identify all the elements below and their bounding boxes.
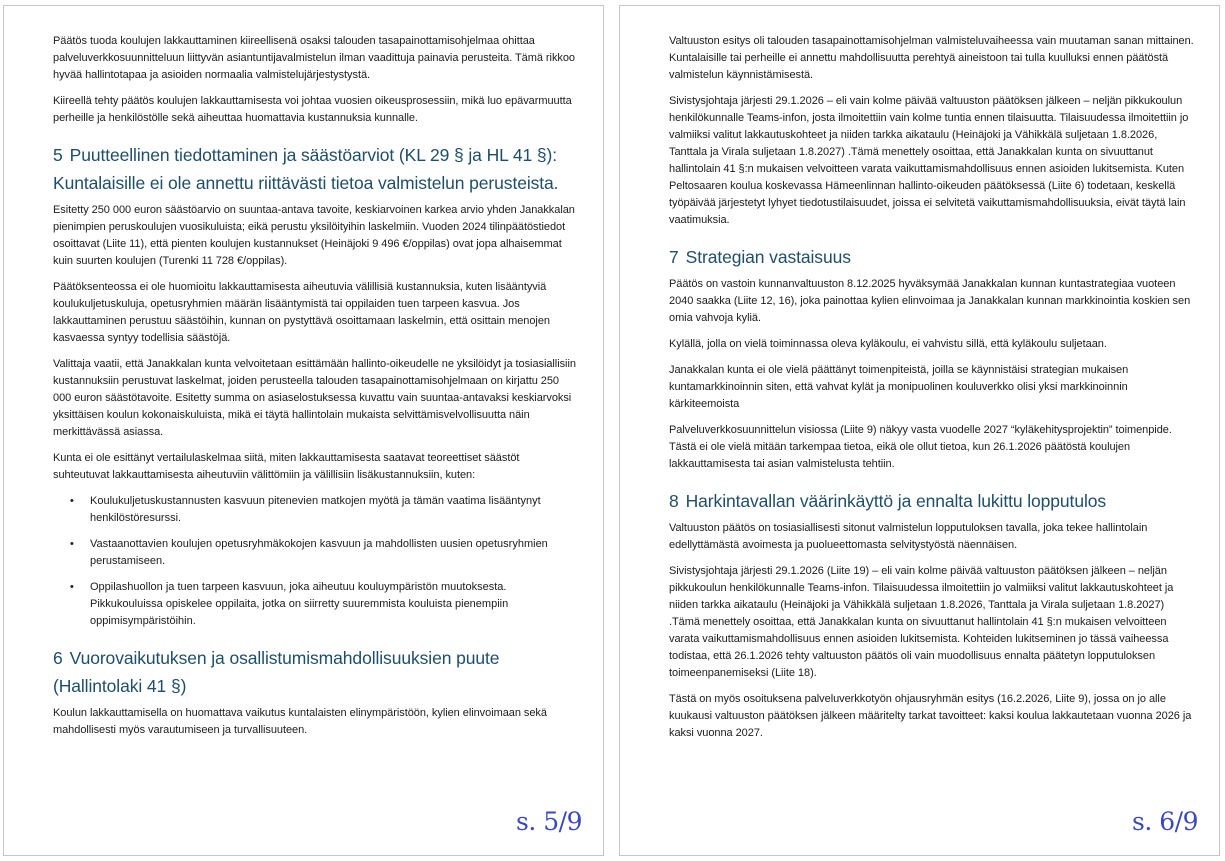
paragraph: Kunta ei ole esittänyt vertailulaskelmaa siitä, miten lakkauttamisesta saatavat teoreettiset säästöt suhteutuvat lakkauttamisesta aiheutuviin välittömiin ja välillisiin lisäkustannuksiin, kuten: xyxy=(53,452,520,481)
section-heading-5 xyxy=(53,141,578,197)
list-item xyxy=(53,536,578,570)
list-item-text: Vastaanottavien koulujen opetusryhmäkokojen kasvuun ja mahdollisten uusien opetusryhmien perustamiseen. xyxy=(90,538,548,567)
page-body xyxy=(53,33,578,748)
paragraph: Palveluverkkosuunnittelun visiossa (Liite 9) näkyy vasta vuodelle 2027 “kyläkehitysprojektin” toimenpide. Tästä ei ole vielä mitään tarkempaa tietoa, eikä ole ollut tietoa, kun 26.1.2026 päätöstä koulujen lakkauttamisesta tai asian valmistelusta tehtiin. xyxy=(669,424,1172,470)
section-title: Vuorovaikutuksen ja osallistumismahdollisuuksien puute (Hallintolaki 41 §) xyxy=(53,648,500,696)
paragraph: Valtuuston esitys oli talouden tasapainottamisohjelman valmisteluvaiheessa vain muutaman sanan mittainen. Kuntalaisille tai perheille ei annettu mahdollisuutta perehtyä aineistoon tai tulla kuulluksi ennen päätöstä valmistelun käynnistämisestä. xyxy=(669,35,1194,81)
list-item-text: Oppilashuollon ja tuen tarpeen kasvuun, joka aiheutuu kouluympäristön muutoksesta. Pikkukouluissa opiskelee oppilaita, jotka on siirretty suuremmista kouluista pienempiin oppimisympäristöihin. xyxy=(90,581,509,627)
paragraph: Valtuuston päätös on tosiasiallisesti sitonut valmistelun lopputuloksen tavalla, joka tekee hallintolain edellyttämästä avoimesta ja puolueettomasta selvitystyöstä näennäisen. xyxy=(669,522,1148,551)
paragraph: Esitetty 250 000 euron säästöarvio on suuntaa-antava tavoite, keskiarvoinen karkea arvio yhden Janakkalan pienimpien peruskoulujen vuosikuluista; eikä perustu yksilöityihin laskelmiin. Vuoden 2024 tilinpäätöstiedot osoittavat (Liite 11), että pienten koulujen kustannukset (Heinäjoki 9 496 €/oppilas) ovat jopa alhaisemmat kuin suurten koulujen (Turenki 11 728 €/oppilas). xyxy=(53,204,575,267)
list-item-text: Koulukuljetuskustannusten kasvuun pitenevien matkojen myötä ja tämän vaatima lisääntynyt henkilöstöresurssi. xyxy=(90,495,541,524)
paragraph: Kiireellä tehty päätös koulujen lakkauttamisesta voi johtaa vuosien oikeusprosessiin, mikä luo epävarmuutta perheille ja henkilöstölle sekä aiheuttaa huomattavia kustannuksia kunnalle. xyxy=(53,95,572,124)
section-number: 7 xyxy=(669,247,679,267)
paragraph: Sivistysjohtaja järjesti 29.1.2026 (Liite 19) – eli vain kolme päivää valtuuston päätöksen jälkeen – neljän pikkukoulun henkilökunnalle Teams-infon. Tilaisuudessa ilmoitettiin jo valmiiksi valitut lakkautuskohteet ja niiden tarkka aikataulu (Heinäjoki ja Vähikkälä suljetaan 1.8.2026, Tanttala ja Virala suljetaan 1.8.2027) .Tämä menettely osoittaa, että Janakkalan kunta on sivuuttanut hallintolain 41 §:n mukaisen velvoitteen varata vaikuttamismahdollisuus ennen asioiden lukitsemista. Kohteiden lukitseminen jo tässä vaiheessa todistaa, että 26.1.2026 tehty valtuuston päätös oli vain muodollisuus ennalta päätetyn lopputuloksen toimeenpanemiseksi (Liite 18). xyxy=(669,565,1174,679)
list-item xyxy=(53,579,578,630)
paragraph: Päätös on vastoin kunnanvaltuuston 8.12.2025 hyväksymää Janakkalan kunnan kuntastrategiaa vuoteen 2040 saakka (Liite 12, 16), joka painottaa kylien elinvoimaa ja Janakkalan kunnan markkinointia koskien sen omia vahvoja kyliä. xyxy=(669,278,1191,324)
page-number: s. 6/9 xyxy=(1132,807,1198,836)
section-heading-6 xyxy=(53,644,578,700)
section-title: Harkintavallan väärinkäyttö ja ennalta lukittu lopputulos xyxy=(685,491,1107,511)
section-number: 6 xyxy=(53,648,63,668)
page-body xyxy=(669,33,1194,751)
paragraph: Päätös tuoda koulujen lakkauttaminen kiireellisenä osaksi talouden tasapainottamisohjelmaa ohittaa palveluverkkosuunnitteluun liittyvän asiantuntijavalmistelun ilman vaadittuja painavia perusteita. Tämä rikkoo hyvää hallintotapaa ja asioiden normaalia valmistelujärjestystystä. xyxy=(53,35,575,81)
paragraph: Tästä on myös osoituksena palveluverkkotyön ohjausryhmän esitys (16.2.2026, Liite 9), jossa on jo alle kuukausi valtuuston päätöksen jälkeen määritelty tarkat tavoitteet: kaksi koulua lakkautetaan vuonna 2026 ja kaksi vuonna 2027. xyxy=(669,693,1192,739)
paragraph: Kylällä, jolla on vielä toiminnassa oleva kyläkoulu, ei vahvistu sillä, että kyläkoulu suljetaan. xyxy=(669,338,1107,350)
section-title: Puutteellinen tiedottaminen ja säästöarviot (KL 29 § ja HL 41 §): Kuntalaisille ei ole annettu riittävästi tietoa valmistelun perusteista. xyxy=(53,145,559,193)
page-number: s. 5/9 xyxy=(516,807,582,836)
list-item xyxy=(53,493,578,527)
section-number: 5 xyxy=(53,145,63,165)
paragraph: Janakkalan kunta ei ole vielä päättänyt toimenpiteistä, joilla se käynnistäisi strategian mukaisen kuntamarkkinoinnin siten, että vahvat kylät ja monipuolinen kouluverkko olisi yksi markkinoinnin kärkiteemoista xyxy=(669,364,1129,410)
paragraph: Sivistysjohtaja järjesti 29.1.2026 – eli vain kolme päivää valtuuston päätöksen jälkeen – neljän pikkukoulun henkilökunnalle Teams-infon, josta ilmoitettiin vain kolme tuntia ennen tilaisuutta. Tilaisuudessa ilmoitettiin jo valmiiksi valitut lakkautuskohteet ja niiden tarkka aikataulu (Heinäjoki ja Vähikkälä suljetaan 1.8.2026, Tanttala ja Virala suljetaan 1.8.2027) .Tämä menettely osoittaa, että Janakkalan kunta on sivuuttanut hallintolain 41 §:n mukaisen velvoitteen varata vaikuttamismahdollisuus ennen asioiden lukitsemista. Kuten Peltosaaren koulua koskevassa Hämeenlinnan hallinto-oikeuden päätöksessä (Liite 6) todetaan, keskellä työpäivää järjestetyt lyhyet tiedotustilaisuudet, joissa ei selvitetä vaikuttamismahdollisuuksia, eivät täytä lain vaatimuksia. xyxy=(669,95,1189,226)
paragraph: Päätöksenteossa ei ole huomioitu lakkauttamisesta aiheutuvia välillisiä kustannuksia, kuten lisääntyviä koulukuljetuskuluja, opetusryhmien määrän lisääntymistä tai oppilaiden tuen tarpeen kasvua. Jos lakkauttaminen perustuu säästöihin, kunnan on pystyttävä osoittamaan laskelmin, että osittain menojen kasvaessa syntyy todellisia säästöjä. xyxy=(53,281,550,344)
bullet-icon: • xyxy=(70,581,74,593)
bullet-icon: • xyxy=(70,495,74,507)
section-number: 8 xyxy=(669,491,679,511)
section-heading-8 xyxy=(669,487,1194,515)
bullet-icon: • xyxy=(70,538,74,550)
section-title: Strategian vastaisuus xyxy=(685,247,851,267)
document-page-6 xyxy=(619,5,1220,856)
paragraph: Valittaja vaatii, että Janakkalan kunta velvoitetaan esittämään hallinto-oikeudelle ne yksilöidyt ja tosiasiallisiin kustannuksiin perustuvat laskelmat, joiden perusteella talouden tasapainottamisohjelmaan on kirjattu 250 000 euron säästötavoite. Esitetty summa on asiaselostuksessa kuvattu vain suuntaa-antavaksi keskiarvoksi yksittäisen koulun kokonaiskuluista, mikä ei täytä hallintolain mukaista selvittämisvelvollisuutta näin merkittävässä asiassa. xyxy=(53,358,576,438)
paragraph: Koulun lakkauttamisella on huomattava vaikutus kuntalaisten elinympäristöön, kylien elinvoimaan sekä mahdollisesti myös varautumiseen ja turvallisuuteen. xyxy=(53,707,547,736)
bullet-list xyxy=(53,493,578,630)
document-page-5 xyxy=(3,5,604,856)
section-heading-7 xyxy=(669,243,1194,271)
